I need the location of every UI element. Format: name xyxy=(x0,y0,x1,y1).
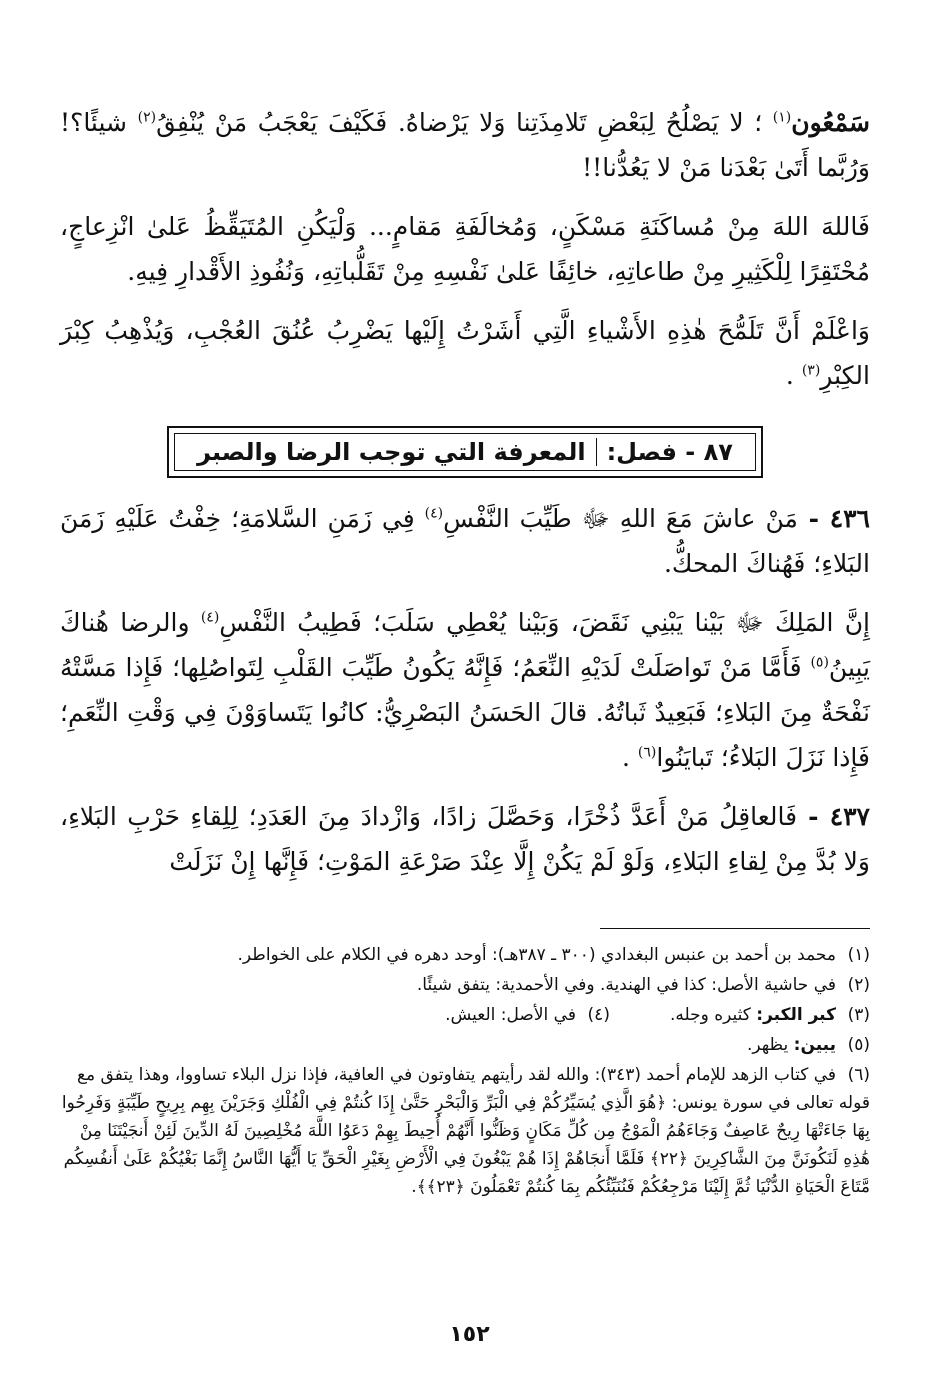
footnote-4-text: في الأصل: العيش. xyxy=(445,1005,576,1025)
footnote-4-number: (٤) xyxy=(587,1005,610,1025)
paragraph-1-text-a: ؛ لا يَصْلُحُ لِبَعْضِ تَلامِذَتِنا وَلا يَرْضاهُ. فَكَيْفَ يَعْجَبُ مَنْ يُنْفِقُ xyxy=(156,108,773,137)
paragraph-437 xyxy=(60,794,870,884)
paragraph-437-text: فَالعاقِلُ مَنْ أَعَدَّ ذُخْرًا، وَحَصَّلَ زادًا، وَازْدادَ مِنَ العَدَدِ؛ لِلِقاءِ حَرْبِ البَلاءِ، وَلا بُدَّ مِنْ لِقاءِ البَلاءِ، وَلَوْ لَمْ يَكُنْ إِلَّا عِنْدَ صَرْعَةِ المَوْتِ؛ فَإِنَّها إِنْ نَزَلَتْ xyxy=(60,802,870,876)
footnote-6 xyxy=(60,1061,870,1201)
footnote-5-term: يبين: xyxy=(793,1035,836,1055)
footnote-ref-3[interactable]: (٣) xyxy=(801,362,821,379)
section-heading-inner-frame xyxy=(174,433,756,471)
footnote-2-number: (٢) xyxy=(847,975,870,995)
paragraph-436-text-b: فِي زَمَنِ السَّلامَةِ؛ خِفْتُ عَلَيْهِ زَمَنَ البَلاءِ؛ فَهُناكَ المحكُّ. xyxy=(60,504,870,578)
page-number: ١٥٢ xyxy=(449,1322,490,1347)
footnote-5-number: (٥) xyxy=(847,1035,870,1055)
footnote-ref-6[interactable]: (٦) xyxy=(637,744,657,761)
paragraph-3-text: وَاعْلَمْ أَنَّ تَلَمُّحَ هٰذِهِ الأَشْياءِ الَّتِي أَشَرْتُ إِلَيْها يَضْرِبُ عُنُقَ العُجْبِ، وَيُذْهِبُ كِبْرَ الكِبْرِ xyxy=(60,316,870,390)
paragraph-5-end: . xyxy=(622,743,638,772)
quran-verse: ﴿هُوَ الَّذِي يُسَيِّرُكُمْ فِي الْبَرِّ وَالْبَحْرِ حَتَّىٰ إِذَا كُنتُمْ فِي الْفُلْكِ وَجَرَيْنَ بِهِم بِرِيحٍ طَيِّبَةٍ وَفَرِحُوا بِهَا جَاءَتْهَا رِيحٌ عَاصِفٌ وَجَاءَهُمُ الْمَوْجُ مِن كُلِّ مَكَانٍ وَظَنُّوا أَنَّهُمْ أُحِيطَ بِهِمْ دَعَوُا اللَّهَ مُخْلِصِينَ لَهُ الدِّينَ لَئِنْ أَنجَيْتَنَا مِنْ هَٰذِهِ لَنَكُونَنَّ مِنَ الشَّاكِرِينَ ﴿٢٢﴾ فَلَمَّا أَنجَاهُمْ إِذَا هُمْ يَبْغُونَ فِي الْأَرْضِ بِغَيْرِ الْحَقِّ يَا أَيُّهَا النَّاسُ إِنَّمَا بَغْيُكُمْ عَلَىٰ أَنفُسِكُم مَّتَاعَ الْحَيَاةِ الدُّنْيَا ثُمَّ إِلَيْنَا مَرْجِعُكُمْ فَنُنَبِّئُكُم بِمَا كُنتُمْ تَعْمَلُونَ ﴿٢٣﴾﴾. xyxy=(61,1093,870,1197)
footnote-1 xyxy=(60,941,870,969)
paragraph-436-text-a: مَنْ عاشَ مَعَ اللهِ ﷻ طَيِّبَ النَّفْسِ xyxy=(443,504,798,533)
footnote-3-text: كثيره وجله. xyxy=(669,1005,757,1025)
footnotes xyxy=(60,941,870,1201)
item-number-437: ٤٣٧ - xyxy=(797,802,870,831)
footnote-6-text: في كتاب الزهد للإمام أحمد (٣٤٣): والله لقد رأيتهم يتفاوتون في العافية، فإذا نزل البلاء تساووا، وهذا يتفق مع قوله تعالى في سورة يونس: xyxy=(76,1065,870,1113)
footnote-1-text: محمد بن أحمد بن عنبس البغدادي (٣٠٠ ـ ٣٨٧هـ): أوحد دهره في الكلام على الخواطر. xyxy=(237,945,836,965)
footnote-ref-5[interactable]: (٥) xyxy=(810,654,829,671)
footnote-5-text: يظهر. xyxy=(746,1035,794,1055)
footnote-2 xyxy=(60,971,870,999)
paragraph-1 xyxy=(60,100,870,190)
section-heading-outer-frame xyxy=(167,426,763,478)
footnote-6-number: (٦) xyxy=(847,1065,870,1085)
footnote-ref-4b[interactable]: (٤) xyxy=(200,609,220,626)
paragraph-5-text-a: إِنَّ المَلِكَ ﷻ بَيْنا يَبْنِي نَقَضَ، وَبَيْنا يُعْطِي سَلَبَ؛ فَطِيبُ النَّفْسِ xyxy=(219,608,870,637)
section-heading xyxy=(60,426,870,478)
footnote-ref-2[interactable]: (٢) xyxy=(137,109,157,126)
page-body xyxy=(60,100,870,1203)
footnote-3 xyxy=(670,1001,870,1029)
footnote-3-4-row xyxy=(60,1001,870,1029)
footnote-ref-1[interactable]: (١) xyxy=(772,109,792,126)
footnote-4 xyxy=(445,1001,610,1029)
footnote-divider xyxy=(600,928,870,929)
paragraph-3 xyxy=(60,308,870,398)
footnote-5 xyxy=(60,1031,870,1059)
name-samun: سَمْعُون xyxy=(791,108,870,137)
paragraph-5-text-c: فَأَمَّا مَنْ تَواصَلَتْ لَدَيْهِ النِّعَمُ؛ فَإِنَّهُ يَكُونُ طَيِّبَ القَلْبِ لِتَواصُلِها؛ فَإِذا مَسَّتْهُ نَفْحَةٌ مِنَ البَلاءِ؛ فَبَعِيدٌ ثَباتُهُ. قالَ الحَسَنُ البَصْرِيُّ: كانُوا يَتَساوَوْنَ فِي وَقْتِ النِّعَمِ؛ فَإِذا نَزَلَ البَلاءُ؛ تَبايَنُوا xyxy=(60,653,870,772)
footnote-3-number: (٣) xyxy=(847,1005,870,1025)
paragraph-1-text-b: شيئًا؟! وَرُبَّما أَتَىٰ بَعْدَنا مَنْ لا يَعُدُّنا!! xyxy=(60,108,870,182)
footnote-1-number: (١) xyxy=(847,945,870,965)
paragraph-3-end: . xyxy=(785,361,802,390)
section-number: ٨٧ - فصل: xyxy=(596,438,733,466)
paragraph-436 xyxy=(60,496,870,586)
paragraph-5-text-b: والرضا هُناكَ يَبِينُ xyxy=(60,608,870,682)
footnote-ref-4a[interactable]: (٤) xyxy=(424,505,444,522)
footnote-3-term: كبر الكبر: xyxy=(756,1005,836,1025)
paragraph-5 xyxy=(60,600,870,780)
footnote-2-text: في حاشية الأصل: كذا في الهندية. وفي الأحمدية: يتفق شيئًا. xyxy=(416,975,836,995)
paragraph-2: فَاللهَ اللهَ مِنْ مُساكَنَةِ مَسْكَنٍ، وَمُخالَفَةِ مَقامٍ... وَلْيَكُنِ المُتَيَقِّظُ عَلىٰ انْزِعاجٍ، مُحْتَقِرًا لِلْكَثِيرِ مِنْ طاعاتِهِ، خائِفًا عَلىٰ نَفْسِهِ مِنْ تَقَلُّباتِهِ، وَنُفُوذِ الأَقْدارِ فِيهِ. xyxy=(60,212,870,286)
section-title: المعرفة التي توجب الرضا والصبر xyxy=(197,438,586,466)
item-number-436: ٤٣٦ - xyxy=(797,504,870,533)
